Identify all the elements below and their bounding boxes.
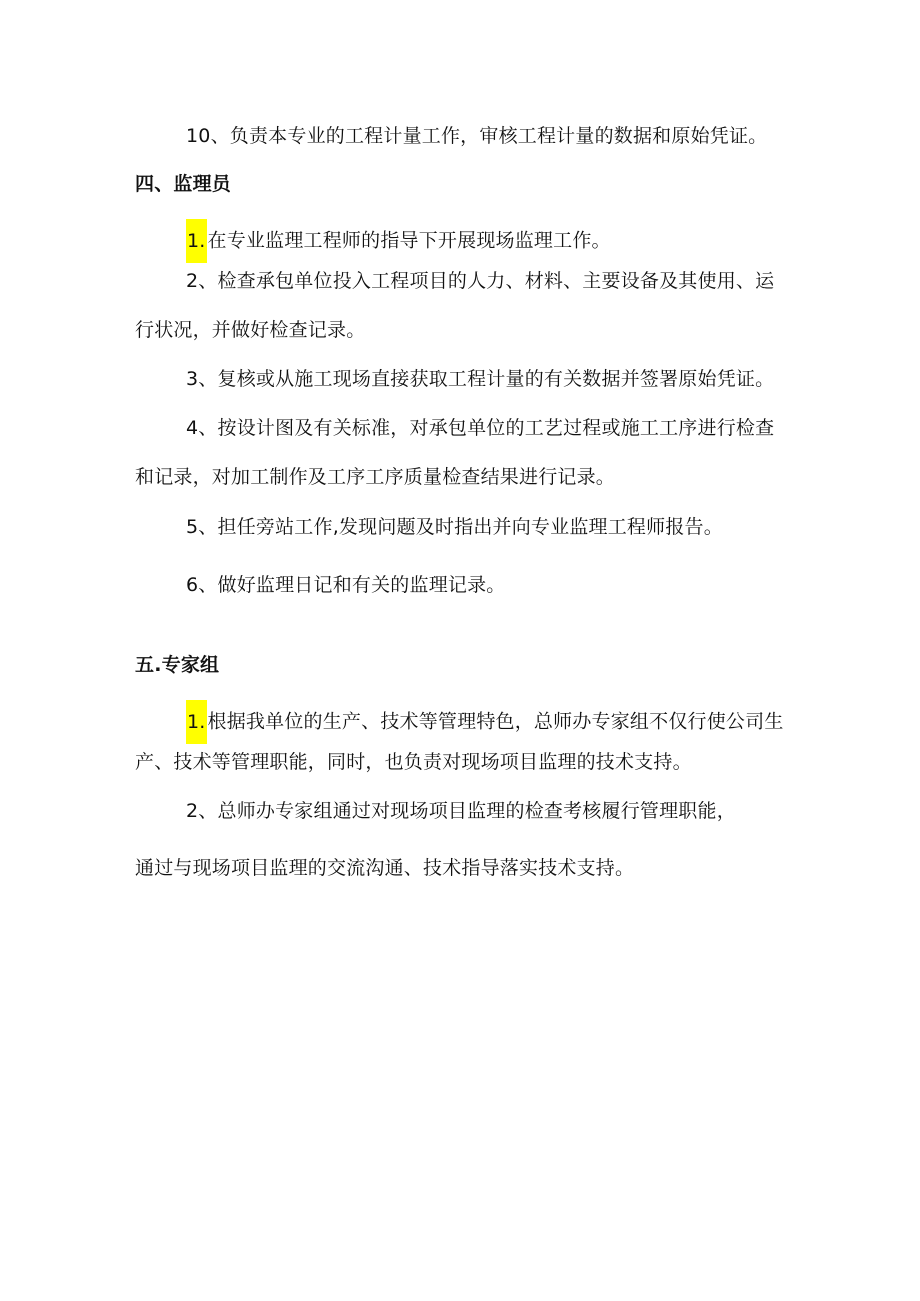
paragraph-line: 通过与现场项目监理的交流沟通、技术指导落实技术支持。 — [135, 857, 635, 879]
paragraph-line: 2、总师办专家组通过对现场项目监理的检查考核履行管理职能， — [186, 800, 736, 822]
paragraph-line: 6、做好监理日记和有关的监理记录。 — [186, 574, 506, 596]
paragraph-line — [186, 219, 611, 254]
paragraph-line: 2、检查承包单位投入工程项目的人力、材料、主要设备及其使用、运 — [186, 270, 775, 292]
paragraph-line: 行状况，并做好检查记录。 — [135, 319, 366, 341]
paragraph-line: 5、担任旁站工作,发现问题及时指出并向专业监理工程师报告。 — [186, 516, 723, 538]
paragraph-text: 在专业监理工程师的指导下开展现场监理工作。 — [207, 229, 611, 252]
paragraph-line: 10、负责本专业的工程计量工作，审核工程计量的数据和原始凭证。 — [186, 125, 768, 147]
paragraph-line: 3、复核或从施工现场直接获取工程计量的有关数据并签署原始凭证。 — [186, 368, 775, 390]
highlighted-number: 1. — [186, 219, 208, 245]
paragraph-line: 4、按设计图及有关标准，对承包单位的工艺过程或施工工序进行检查 — [186, 417, 775, 439]
paragraph-line — [186, 700, 784, 735]
section-heading-5: 五.专家组 — [135, 654, 220, 676]
highlighted-number: 1. — [186, 700, 208, 726]
paragraph-text: 根据我单位的生产、技术等管理特色，总师办专家组不仅行使公司生 — [207, 710, 784, 733]
paragraph-line: 和记录，对加工制作及工序工序质量检查结果进行记录。 — [135, 466, 616, 488]
section-heading-4: 四、监理员 — [135, 173, 232, 195]
paragraph-line: 产、技术等管理职能，同时，也负责对现场项目监理的技术支持。 — [135, 751, 692, 773]
